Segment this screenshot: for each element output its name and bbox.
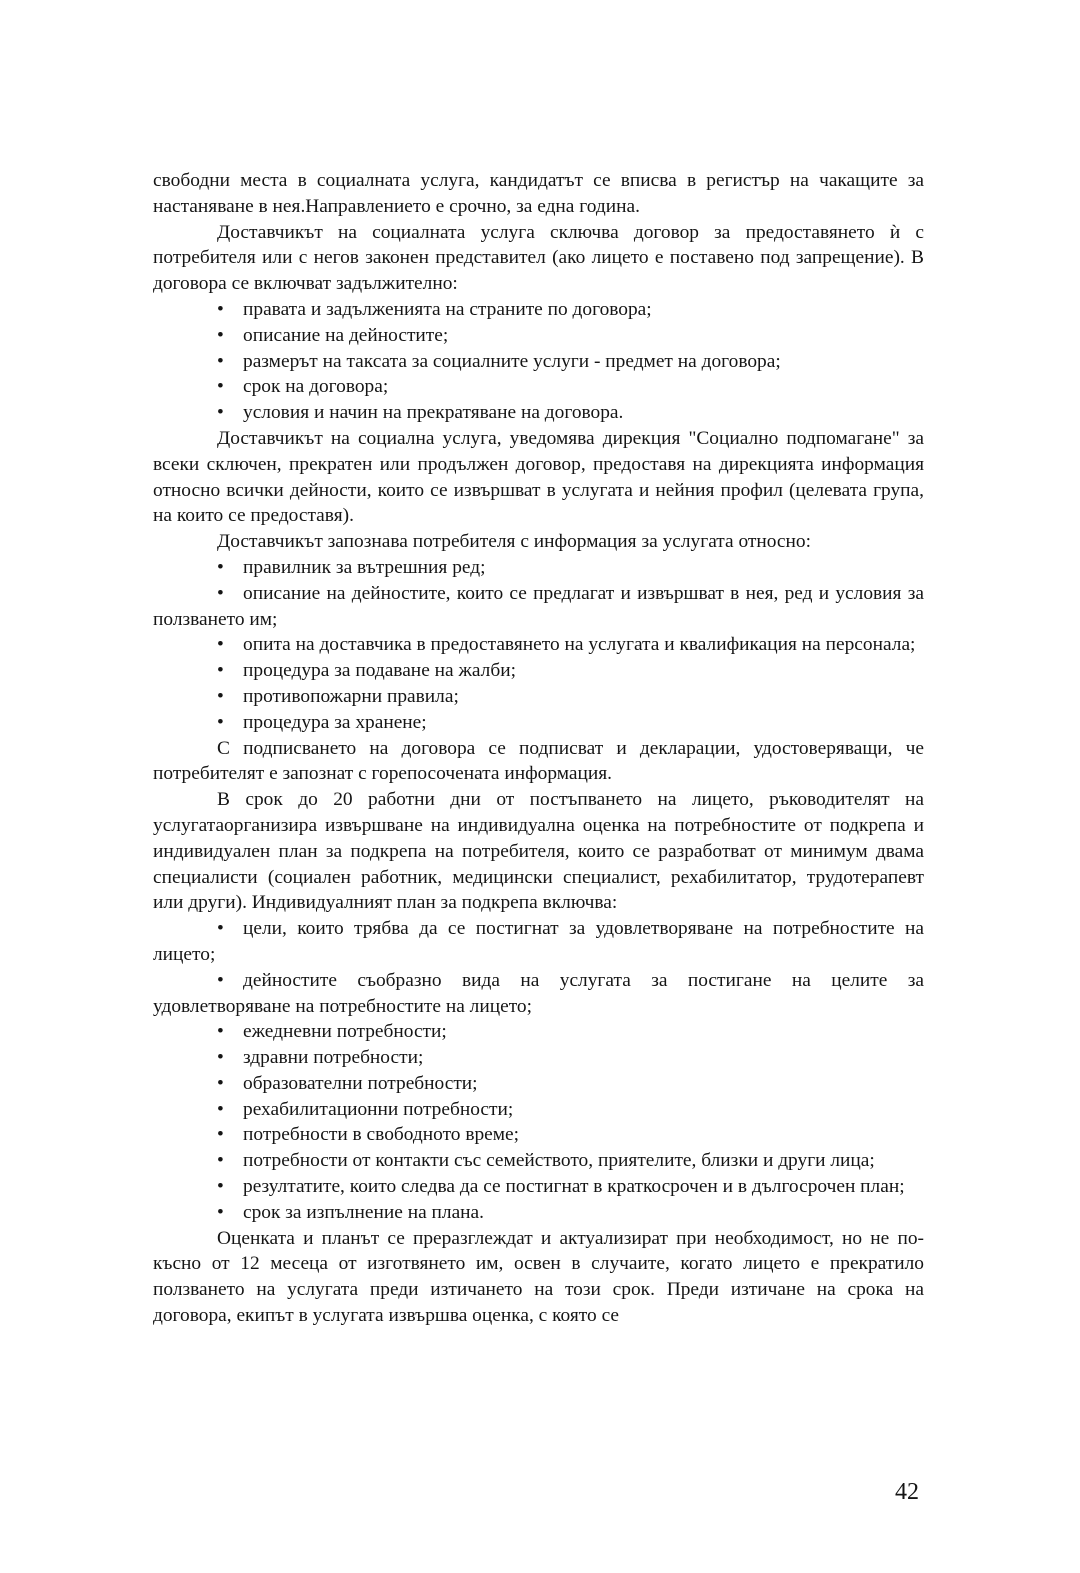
bullet-icon: • (217, 298, 224, 320)
bullet-icon: • (217, 1021, 224, 1043)
list-item (153, 581, 924, 633)
list-item-text: рехабилитационни потребности; (243, 1098, 514, 1120)
bullet-icon: • (217, 660, 224, 682)
list-item-text: правилник за вътрешния ред; (243, 556, 486, 578)
list-item (217, 349, 924, 375)
list-item-text: процедура за хранене; (243, 711, 427, 733)
bullet-icon: • (217, 556, 224, 578)
bullet-icon: • (217, 582, 224, 604)
bullet-icon: • (217, 1201, 224, 1223)
bullet-icon: • (217, 376, 224, 398)
notify-paragraph: Доставчикът на социална услуга, уведомява дирекция "Социално подпомагане" за всеки сключен, прекратен или продължен договор, предоставя на дирекцията информация относно всички дейности, които се извършват в услугата и нейния профил (целевата група, на които се предоставя). (153, 427, 924, 527)
bullet-icon: • (217, 711, 224, 733)
bullet-icon: • (217, 1047, 224, 1069)
list-item (217, 1019, 924, 1045)
list-item-text: противопожарни правила; (243, 685, 459, 707)
list-item (153, 632, 924, 658)
list-item-text: цели, които трябва да се постигнат за удовлетворяване на потребностите на лицето; (153, 918, 924, 965)
list-item (153, 1174, 924, 1200)
list-item-text: потребности от контакти със семейството, приятелите, близки и други лица; (243, 1150, 875, 1172)
bullet-icon: • (217, 918, 224, 940)
list-item-text: дейностите съобразно вида на услугата за постигане на целите за удовлетворяване на потребностите на лицето; (153, 969, 924, 1017)
bullet-icon: • (217, 1098, 224, 1120)
list-item-text: описание на дейностите, които се предлагат и извършват в нея, ред и условия за ползването им; (153, 582, 924, 630)
bullet-icon: • (217, 634, 224, 656)
contract-paragraph: Доставчикът на социалната услуга сключва договор за предоставянето ѝ с потребителя или с негов законен представител (ако лицето е поставено под запрещение). В договора се включват задължително: (153, 221, 924, 295)
list-item-text: опита на доставчика в предоставянето на услугата и квалификация на персонала; (243, 634, 916, 656)
page-number: 42 (895, 1479, 919, 1505)
bullet-icon: • (217, 1072, 224, 1094)
list-item-text: процедура за подаване на жалби; (243, 660, 516, 682)
page-body (153, 168, 924, 1329)
list-item (153, 968, 924, 1020)
review-paragraph: Оценката и планът се преразглеждат и актуализират при необходимост, но не по-късно от 12 месеца от изготвянето им, освен в случаите, когато лицето е прекратило ползването на услугата преди изтичането на този срок. Преди изтичане на срока на договора, екипът в услугата извършва оценка, с която се (153, 1227, 924, 1327)
list-item-text: условия и начин на прекратяване на договора. (243, 402, 624, 424)
list-item (217, 1097, 924, 1123)
inform-paragraph: Доставчикът запознава потребителя с информация за услугата относно: (217, 531, 811, 553)
list-item (153, 916, 924, 968)
list-item (153, 1148, 924, 1174)
list-item (217, 374, 924, 400)
list-item (217, 658, 924, 684)
list-item-text: образователни потребности; (243, 1072, 478, 1094)
list-item-text: срок на договора; (243, 376, 389, 398)
list-item (217, 1200, 924, 1226)
bullet-icon: • (217, 1176, 224, 1198)
list-item (217, 1045, 924, 1071)
bullet-icon: • (217, 969, 224, 991)
list-item (217, 323, 924, 349)
list-item (217, 297, 924, 323)
list-item (217, 400, 924, 426)
bullet-icon: • (217, 402, 224, 424)
bullet-icon: • (217, 685, 224, 707)
bullet-icon: • (217, 324, 224, 346)
list-item-text: потребности в свободното време; (243, 1124, 520, 1146)
list-item (217, 684, 924, 710)
list-item (217, 1071, 924, 1097)
list-item (217, 1122, 924, 1148)
bullet-icon: • (217, 1150, 224, 1172)
list-item-text: срок за изпълнение на плана. (243, 1201, 485, 1223)
list-item-text: резултатите, които следва да се постигнат в краткосрочен и в дългосрочен план; (243, 1176, 905, 1198)
declaration-paragraph: С подписването на договора се подписват и декларации, удостоверяващи, че потребителят е запознат с горепосочената информация. (153, 737, 924, 785)
list-item (217, 710, 924, 736)
list-item-text: размерът на таксата за социалните услуги - предмет на договора; (243, 350, 781, 372)
bullet-icon: • (217, 1124, 224, 1146)
plan-paragraph: В срок до 20 работни дни от постъпването на лицето, ръководителят на услугатаорганизира извършване на индивидуална оценка на потребностите от подкрепа и индивидуален план за подкрепа на потребителя, които се разработват от минимум двама специалисти (социален работник, медицински специалист, рехабилитатор, трудотерапевт или други). Индивидуалният план за подкрепа включва: (153, 789, 924, 914)
list-item-text: описание на дейностите; (243, 324, 449, 346)
list-item-text: правата и задълженията на страните по договора; (243, 298, 652, 320)
list-item-text: ежедневни потребности; (243, 1021, 447, 1043)
list-item (217, 555, 924, 581)
bullet-icon: • (217, 350, 224, 372)
list-item-text: здравни потребности; (243, 1047, 424, 1069)
continuation-paragraph: свободни места в социалната услуга, кандидатът се вписва в регистър на чакащите за настаняване в нея.Направлението е срочно, за една година. (153, 170, 924, 217)
